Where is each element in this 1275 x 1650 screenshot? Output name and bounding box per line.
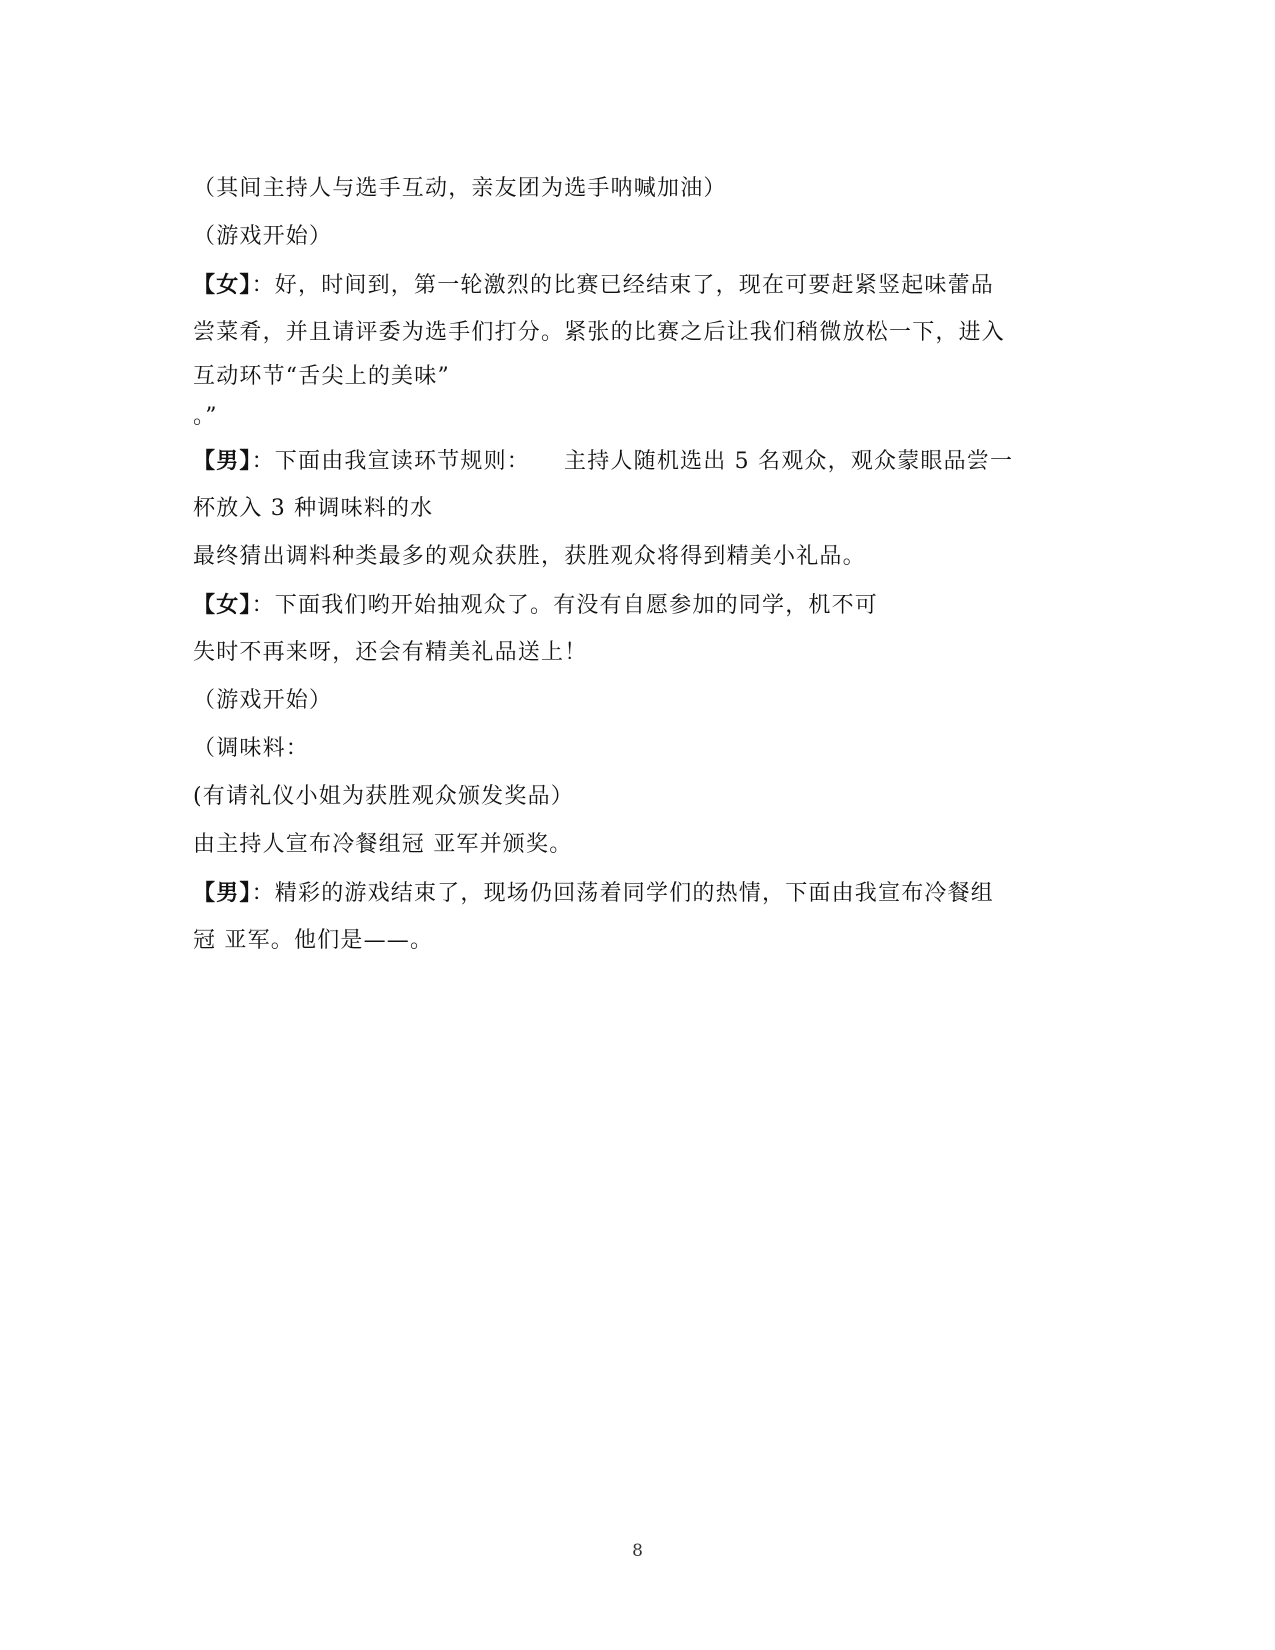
line-text-continued: 主持人随机选出 5 名观众，观众蒙眼品尝一 [564, 449, 1014, 474]
paragraph-line [193, 821, 1073, 869]
speaker-female-label: 【女】 [193, 592, 252, 618]
line-text: （游戏开始） [193, 224, 333, 249]
line-text: ：精彩的游戏结束了，现场仍回荡着同学们的热情，下面由我宣布冷餐组 [251, 881, 995, 906]
paragraph-line [193, 725, 1073, 773]
paragraph-line [193, 581, 1073, 629]
line-text: （调味料： [193, 736, 310, 761]
paragraph-line [193, 917, 1073, 965]
paragraph-line [193, 677, 1073, 725]
line-text: ：好，时间到，第一轮激烈的比赛已经结束了，现在可要赶紧竖起味蕾品 [251, 273, 995, 298]
paragraph-line [193, 485, 1073, 533]
paragraph-line [193, 397, 1073, 437]
line-text: (有请礼仪小姐为获胜观众颁发奖品） [193, 784, 574, 809]
line-text: 冠 亚军。他们是——。 [193, 928, 434, 953]
line-text: （其间主持人与选手互动，亲友团为选手呐喊加油） [193, 176, 727, 201]
line-text: 最终猜出调料种类最多的观众获胜，获胜观众将得到精美小礼品。 [193, 544, 866, 569]
line-text: ：下面由我宣读环节规则： [251, 449, 531, 474]
paragraph-line [193, 869, 1073, 917]
line-text: 互动环节“舌尖上的美味” [193, 364, 450, 389]
paragraph-line [193, 261, 1073, 309]
paragraph-line [193, 437, 1073, 485]
speaker-female-label: 【女】 [193, 272, 252, 298]
line-text: 尝菜肴，并且请评委为选手们打分。紧张的比赛之后让我们稍微放松一下，进入 [193, 320, 1006, 345]
line-text: 失时不再来呀，还会有精美礼品送上！ [193, 640, 588, 665]
paragraph-line [193, 629, 1073, 677]
paragraph-line [193, 357, 1073, 397]
line-text: ：下面我们哟开始抽观众了。有没有自愿参加的同学，机不可 [251, 593, 879, 618]
line-text: 杯放入 3 种调味料的水 [193, 496, 434, 521]
paragraph-line [193, 165, 1073, 213]
paragraph-line [193, 213, 1073, 261]
line-text: 。” [193, 404, 218, 429]
document-body [193, 165, 1073, 965]
paragraph-line [193, 533, 1073, 581]
page-number: 8 [632, 1541, 643, 1561]
line-text: 由主持人宣布冷餐组冠 亚军并颁奖。 [193, 832, 573, 857]
speaker-male-label: 【男】 [193, 448, 252, 474]
paragraph-line [193, 773, 1073, 821]
speaker-male-label: 【男】 [193, 880, 252, 906]
paragraph-line [193, 309, 1073, 357]
line-text: （游戏开始） [193, 688, 333, 713]
